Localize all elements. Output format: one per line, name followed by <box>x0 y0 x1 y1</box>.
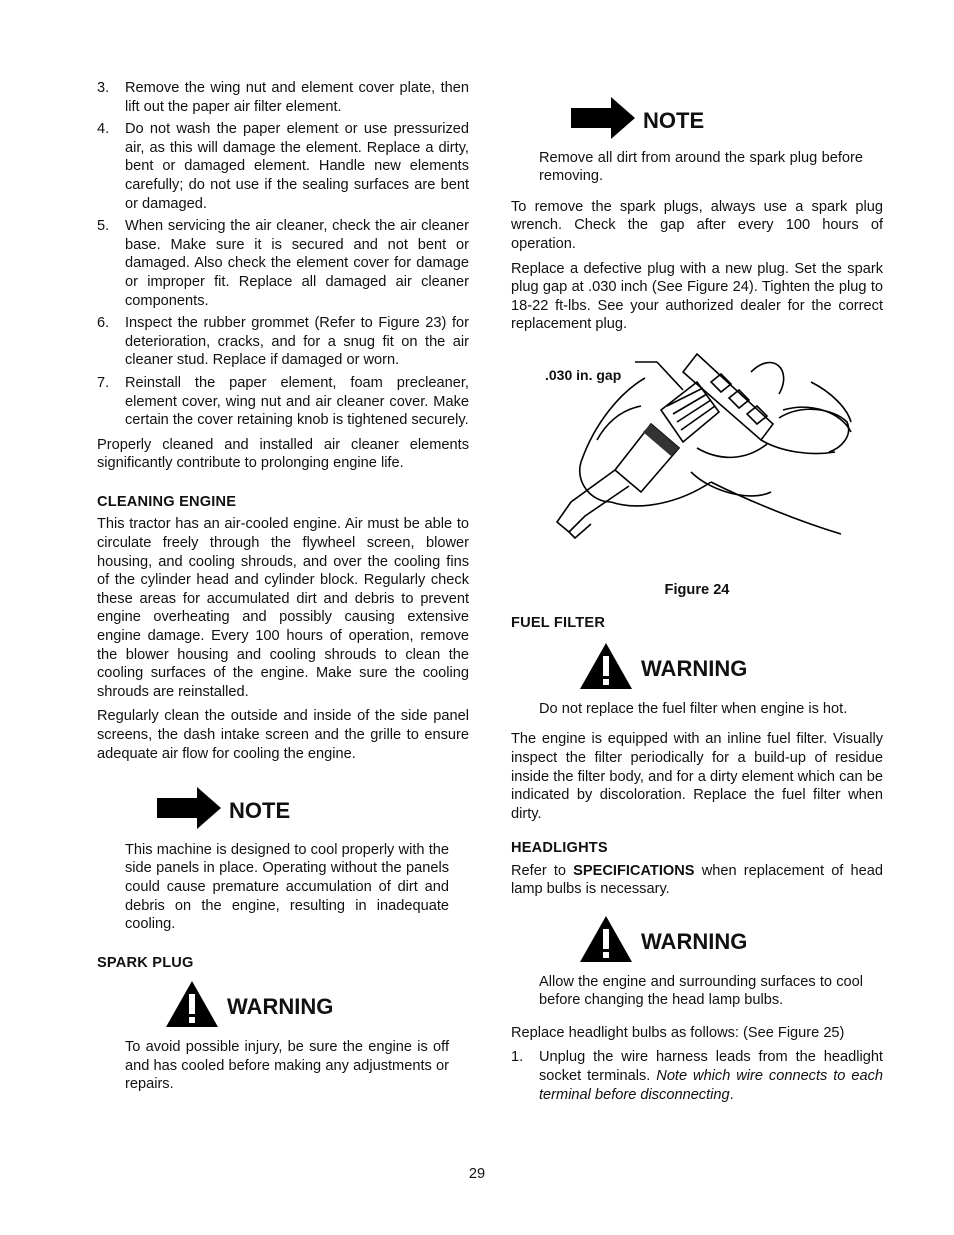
list-item: 6. Inspect the rubber grommet (Refer to Figure 23) for deterioration, cracks, and for a snug fit on the air cleaner stud. Replace if damaged or worn. <box>97 315 469 369</box>
left-column <box>97 79 469 1100</box>
cleaning-engine-heading: CLEANING ENGINE <box>97 493 237 510</box>
headlights-paragraph: Refer to SPECIFICATIONS when replacement of head lamp bulbs is necessary. <box>511 862 883 898</box>
spark-plug-gap-paragraph: Replace a defective plug with a new plug. Set the spark plug gap at .030 inch (See Figure 24). Tighten the plug to 18-22 ft-lbs. See your authorized dealer for the correct replacement plug. <box>511 260 883 333</box>
warning-title: WARNING <box>227 993 334 1019</box>
warning-title: WARNING <box>641 928 748 954</box>
air-cleaner-steps <box>97 79 469 430</box>
spark-plug-illustration <box>511 352 883 552</box>
warning-callout <box>511 642 883 696</box>
cleaning-engine-paragraph: This tractor has an air-cooled engine. Air must be able to circulate freely through the flywheel screen, blower housing, and cooling shrouds, and over the cooling fins of the cylinder head and cylinder block. Regularly check these areas for accumulated dirt and debris to prevent engine overheating and possibly causing extensive engine damage. Every 100 hours of operation, remove the blower housing and cooling shrouds to clean the cooling surfaces of the engine. Make sure the cooling shrouds are reinstalled. <box>97 516 469 700</box>
exclamation-triangle-icon <box>579 915 633 969</box>
exclamation-triangle-icon <box>579 642 633 696</box>
page-number: 29 <box>468 1166 486 1182</box>
note-text: This machine is designed to cool properly with the side panels in place. Operating without the panels could cause premature accumulation of dirt and debris on the engine, resulting in inadequate cooling. <box>125 841 449 933</box>
note-title: NOTE <box>229 797 291 823</box>
specifications-reference: SPECIFICATIONS <box>573 862 695 879</box>
note-text: Remove all dirt from around the spark plug before removing. <box>539 149 863 185</box>
spark-plug-paragraph: To remove the spark plugs, always use a spark plug wrench. Check the gap after every 100 hours of operation. <box>511 198 883 252</box>
note-callout <box>511 97 883 145</box>
headlights-heading: HEADLIGHTS <box>511 840 608 857</box>
note-title: NOTE <box>643 107 705 133</box>
fuel-filter-paragraph: The engine is equipped with an inline fuel filter. Visually inspect the filter periodically for a build-up of residue inside the filter body, and for a dirty element which can be indicated by discoloration. Replace the fuel filter when dirty. <box>511 731 883 822</box>
spark-plug-heading: SPARK PLUG <box>97 954 194 971</box>
fuel-filter-heading: FUEL FILTER <box>511 614 606 631</box>
warning-callout <box>97 980 469 1034</box>
warning-title: WARNING <box>641 655 748 681</box>
air-cleaner-summary: Properly cleaned and installed air cleaner elements significantly contribute to prolonging engine life. <box>97 436 469 472</box>
list-item: 3. Remove the wing nut and element cover plate, then lift out the paper air filter element. <box>97 80 469 115</box>
warning-text: Do not replace the fuel filter when engine is hot. <box>539 700 848 717</box>
warning-text: To avoid possible injury, be sure the engine is off and has cooled before making any adjustments or repairs. <box>125 1038 449 1093</box>
warning-text: Allow the engine and surrounding surfaces to cool before changing the head lamp bulbs. <box>539 973 863 1009</box>
list-item: 4. Do not wash the paper element or use pressurized air, as this will damage the element. Replace a dirty, bent or damaged element. Handle new elements carefully; do not use if the sealing surfaces are bent or damaged. <box>97 121 469 212</box>
warning-callout <box>511 915 883 969</box>
note-callout <box>97 787 469 835</box>
figure-caption: Figure 24 <box>664 581 730 598</box>
arrow-icon <box>157 787 221 835</box>
headlight-steps <box>511 1048 883 1104</box>
cleaning-screens-paragraph: Regularly clean the outside and inside of the side panel screens, the dash intake screen and the grille to ensure adequate air flow for cooling the engine. <box>97 708 469 762</box>
arrow-icon <box>571 97 635 145</box>
spark-plug-figure <box>511 352 883 577</box>
list-item: 5. When servicing the air cleaner, check the air cleaner base. Make sure it is secured and not bent or damaged. Also check the element cover for damage or improper fit. Replace all damaged air cleaner components. <box>97 218 469 309</box>
right-column <box>511 79 883 1110</box>
gap-label: .030 in. gap <box>545 366 622 383</box>
list-item: 7. Reinstall the paper element, foam precleaner, element cover, wing nut and air cleaner cover. Make certain the cover retaining knob is tightened securely. <box>97 374 469 429</box>
exclamation-triangle-icon <box>165 980 219 1034</box>
replace-instructions: Replace headlight bulbs as follows: (See Figure 25) <box>511 1024 845 1041</box>
list-item: 1. Unplug the wire harness leads from the headlight socket terminals. Note which wire connects to each terminal before disconnecting. <box>511 1049 883 1103</box>
